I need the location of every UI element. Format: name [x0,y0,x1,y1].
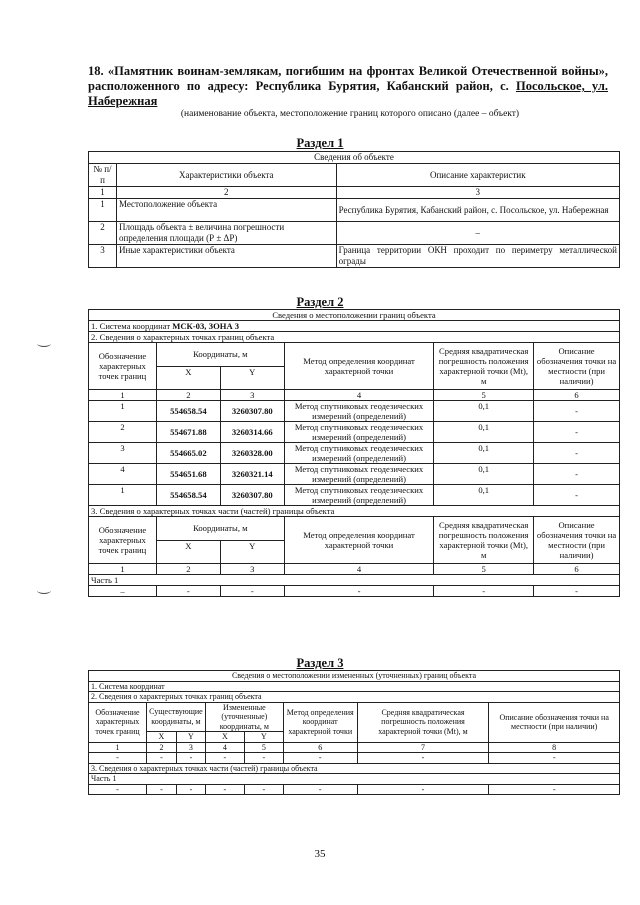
part-cell: - [156,586,220,597]
col-description: Описание обозначения точки на местности (при наличии) [489,702,620,742]
colnum-5: 5 [434,564,534,575]
point-description: - [534,422,620,443]
dash-cell: - [176,753,205,764]
row-characteristic: Площадь объекта ± величина погрешности определения площади (Р ± ΔР) [116,222,336,245]
dash-cell: - [357,753,489,764]
section1-colnum-3: 3 [336,187,619,199]
document-title-tail: Посольское, ул. Набережная [88,79,608,108]
section1-col-num: № п/п [89,164,117,187]
colnum-1: 1 [89,390,157,401]
part-label: Часть 1 [89,774,620,785]
point-error: 0,1 [434,443,534,464]
section2-caption-row [89,310,620,321]
point-y: 3260307.80 [220,485,284,506]
section3-caption-row [89,671,620,682]
point-error: 0,1 [434,401,534,422]
table-row [89,199,620,222]
col-y: Y [220,366,284,390]
colnum-5: 5 [244,742,283,753]
colnum-6: 6 [534,564,620,575]
parts-title: 3. Сведения о характерных точках части (частей) границы объекта [89,506,620,517]
section2-parts-number-row [89,564,620,575]
colnum-3: 3 [220,564,284,575]
colnum-3: 3 [220,390,284,401]
point-method: Метод спутниковых геодезических измерений (определений) [284,422,434,443]
point-description: - [534,443,620,464]
part-cell: - [146,784,176,795]
point-id: 4 [89,464,157,485]
part-label-row [89,774,620,785]
part-cell: - [284,586,434,597]
part-label-row [89,575,620,586]
colnum-3: 3 [176,742,205,753]
part-cell: - [220,586,284,597]
table-row [89,464,620,485]
coordinate-system [89,321,620,332]
point-description: - [534,401,620,422]
point-method: Метод спутниковых геодезических измерений (определений) [284,464,434,485]
point-description: - [534,485,620,506]
row-number: 2 [89,222,117,245]
point-x: 554671.88 [156,422,220,443]
col-y: Y [220,540,284,564]
table-row [89,422,620,443]
col-error: Средняя квадратическая погрешность положения характерной точки (Mt), м [434,517,534,564]
section2-heading: Раздел 2 [296,295,344,309]
point-error: 0,1 [434,464,534,485]
point-error: 0,1 [434,422,534,443]
col-designation: Обозначение характерных точек границ [89,517,157,564]
dash-cell: - [205,753,244,764]
col-coordinates: Координаты, м [156,517,284,541]
row-description: – [336,222,619,245]
part-cell: - [283,784,357,795]
part-label: Часть 1 [89,575,620,586]
section2-caption: Сведения о местоположении границ объекта [89,310,620,321]
section2-table [88,309,620,597]
colnum-6: 6 [534,390,620,401]
colnum-1: 1 [89,564,157,575]
col-error: Средняя квадратическая погрешность положения характерной точки (Mt), м [434,343,534,390]
points-title: 2. Сведения о характерных точках границ объекта [89,692,620,703]
point-x: 554665.02 [156,443,220,464]
col-changed-coordinates: Измененные (уточненные) координаты, м [205,702,283,732]
col-y: Y [244,732,283,743]
row-number: 1 [89,199,117,222]
dash-cell: - [146,753,176,764]
coordinate-system-value: МСК-03, ЗОНА 3 [172,321,240,331]
section3-caption: Сведения о местоположении измененных (уточненных) границ объекта [89,671,620,682]
col-x: X [146,732,176,743]
section2-number-row [89,390,620,401]
point-y: 3260328.00 [220,443,284,464]
table-row [89,784,620,795]
table-row [89,245,620,268]
section1-caption: Сведения об объекте [89,152,620,164]
table-row [89,401,620,422]
col-designation: Обозначение характерных точек границ [89,343,157,390]
col-existing-coordinates: Существующие координаты, м [146,702,205,732]
colnum-4: 4 [284,564,434,575]
row-description: Республика Бурятия, Кабанский район, с. Посольское, ул. Набережная [336,199,619,222]
point-x: 554651.68 [156,464,220,485]
page-number: 35 [314,848,326,860]
section3-heading: Раздел 3 [296,656,344,670]
row-description: Граница территории ОКН проходит по периметру металлической ограды [336,245,619,268]
table-row [89,222,620,245]
table-row [89,753,620,764]
coordinate-system-label: 1. Система координат [91,321,173,331]
section3-number-row [89,742,620,753]
col-y: Y [176,732,205,743]
table-row [89,586,620,597]
coordinate-system: 1. Система координат [89,681,620,692]
section2-points-title-row [89,332,620,343]
row-number: 3 [89,245,117,268]
colnum-4: 4 [205,742,244,753]
col-description: Описание обозначения точки на местности (при наличии) [534,517,620,564]
col-method: Метод определения координат характерной точки [284,343,434,390]
point-id: 1 [89,401,157,422]
part-cell: - [205,784,244,795]
part-cell: – [89,586,157,597]
margin-mark [37,587,51,594]
point-x: 554658.54 [156,401,220,422]
section1-table [88,151,620,268]
section1-header-row [89,164,620,187]
document-subtitle: (наименование объекта, местоположение границ которого описано (далее – объект) [180,109,520,119]
section1-col-characteristics: Характеристики объекта [116,164,336,187]
colnum-7: 7 [357,742,489,753]
part-cell: - [489,784,620,795]
col-error: Средняя квадратическая погрешность положения характерной точки (Mt), м [357,702,489,742]
point-method: Метод спутниковых геодезических измерений (определений) [284,485,434,506]
point-method: Метод спутниковых геодезических измерений (определений) [284,443,434,464]
point-y: 3260307.80 [220,401,284,422]
colnum-2: 2 [156,564,220,575]
col-method: Метод определения координат характерной точки [283,702,357,742]
point-method: Метод спутниковых геодезических измерений (определений) [284,401,434,422]
section3-system-row [89,681,620,692]
section3-table [88,670,620,795]
row-characteristic: Местоположение объекта [116,199,336,222]
row-characteristic: Иные характеристики объекта [116,245,336,268]
part-cell: - [89,784,147,795]
margin-mark [37,340,51,347]
point-description: - [534,464,620,485]
section1-number-row [89,187,620,199]
section2-parts-title-row [89,506,620,517]
colnum-6: 6 [283,742,357,753]
document-title-main: 18. «Памятник воинам-землякам, погибшим на фронтах Великой Отечественной войны», расположенного по адресу: Республика Бурятия, Кабанский район, с. [88,64,608,93]
section1-colnum-2: 2 [116,187,336,199]
parts-title: 3. Сведения о характерных точках части (частей) границы объекта [89,763,620,774]
table-row [89,443,620,464]
point-y: 3260314.66 [220,422,284,443]
section2-header-row [89,343,620,367]
document-title [88,64,608,109]
points-title: 2. Сведения о характерных точках границ объекта [89,332,620,343]
colnum-8: 8 [489,742,620,753]
col-x: X [205,732,244,743]
col-description: Описание обозначения точки на местности (при наличии) [534,343,620,390]
section1-col-description: Описание характеристик [336,164,619,187]
dash-cell: - [244,753,283,764]
colnum-2: 2 [156,390,220,401]
colnum-1: 1 [89,742,147,753]
part-cell: - [434,586,534,597]
dash-cell: - [489,753,620,764]
section1-heading: Раздел 1 [296,136,344,150]
point-error: 0,1 [434,485,534,506]
section2-system-row [89,321,620,332]
section1-caption-row [89,152,620,164]
colnum-4: 4 [284,390,434,401]
section1-colnum-1: 1 [89,187,117,199]
dash-cell: - [283,753,357,764]
part-cell: - [357,784,489,795]
point-y: 3260321.14 [220,464,284,485]
col-x: X [156,366,220,390]
dash-cell: - [89,753,147,764]
section2-parts-header-row [89,517,620,541]
part-cell: - [534,586,620,597]
section3-header-row [89,702,620,732]
part-cell: - [176,784,205,795]
col-method: Метод определения координат характерной точки [284,517,434,564]
col-designation: Обозначение характерных точек границ [89,702,147,742]
part-cell: - [244,784,283,795]
section3-points-title-row [89,692,620,703]
colnum-2: 2 [146,742,176,753]
section3-parts-title-row [89,763,620,774]
table-row [89,485,620,506]
point-id: 1 [89,485,157,506]
point-id: 3 [89,443,157,464]
col-coordinates: Координаты, м [156,343,284,367]
point-id: 2 [89,422,157,443]
col-x: X [156,540,220,564]
colnum-5: 5 [434,390,534,401]
point-x: 554658.54 [156,485,220,506]
